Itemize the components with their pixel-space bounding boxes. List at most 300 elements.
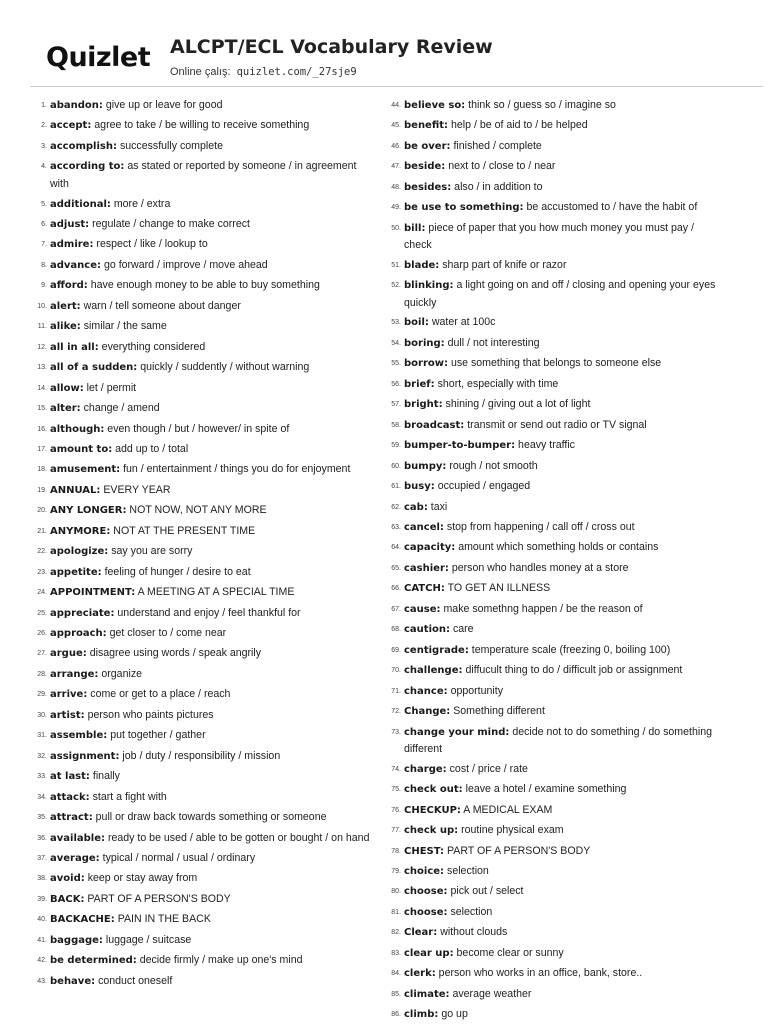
entry-term: BACKACHE: [50, 914, 115, 926]
entry-number: 75. [391, 786, 401, 794]
entry-term: bumper-to-bumper: [404, 440, 516, 452]
entry-definition: as stated or reported by someone / in agreement with [50, 160, 357, 191]
entry-term: adjust: [50, 218, 90, 230]
entry-definition: decide firmly / make up one's mind [139, 954, 303, 967]
entry-number: 68. [391, 626, 401, 634]
entry-number: 85. [391, 990, 401, 998]
vocab-entry [384, 965, 724, 983]
entry-definition: organize [101, 667, 143, 680]
entry-number: 82. [391, 929, 401, 937]
entry-definition: warn / tell someone about danger [83, 299, 241, 312]
entry-definition: successfully complete [119, 139, 223, 152]
entry-term: average: [50, 853, 100, 865]
entry-term: be determined: [50, 955, 137, 967]
entry-number: 59. [391, 442, 401, 450]
entry-definition: go forward / improve / move ahead [103, 258, 268, 271]
entry-term: appreciate: [50, 607, 115, 619]
entry-number: 14. [37, 384, 47, 392]
entry-number: 23. [37, 568, 47, 576]
vocab-entry [384, 843, 724, 861]
entry-term: all in all: [50, 341, 99, 353]
study-online-link[interactable]: quizlet.com/_27sje9 [236, 66, 357, 78]
entry-definition: come or get to a place / reach [90, 688, 231, 701]
entry-number: 54. [391, 339, 401, 347]
entry-number: 17. [37, 445, 47, 453]
vocabulary-column-left [30, 97, 378, 993]
entry-definition: care [452, 623, 474, 636]
entry-term: APPOINTMENT: [50, 587, 136, 599]
entry-definition: water at 100c [431, 316, 496, 329]
vocab-entry [30, 158, 378, 192]
entry-definition: become clear or sunny [456, 946, 564, 959]
vocab-entry [384, 539, 724, 557]
entry-definition: PART OF A PERSON'S BODY [446, 844, 591, 857]
entry-definition: piece of paper that you how much money you must pay / check [404, 221, 694, 252]
vocab-entry [30, 605, 378, 623]
entry-definition: without clouds [440, 926, 508, 939]
entry-definition: more / extra [113, 197, 171, 210]
vocab-entry [30, 339, 378, 357]
page-title: ALCPT/ECL Vocabulary Review [170, 36, 493, 58]
vocab-entry [384, 724, 724, 758]
entry-term: be use to something: [404, 202, 524, 214]
entry-number: 21. [37, 527, 47, 535]
entry-number: 25. [37, 609, 47, 617]
entry-term: boring: [404, 337, 445, 349]
vocab-entry [384, 335, 724, 353]
entry-term: cause: [404, 603, 441, 615]
vocab-entry [384, 499, 724, 517]
entry-number: 47. [391, 163, 401, 171]
entry-definition: fun / entertainment / things you do for enjoyment [123, 463, 351, 476]
entry-term: choice: [404, 865, 445, 877]
vocab-entry [384, 662, 724, 680]
entry-definition: amount which something holds or contains [458, 541, 659, 554]
vocab-entry [30, 911, 378, 929]
entry-definition: decide not to do something / do something different [404, 725, 712, 756]
entry-number: 12. [37, 343, 47, 351]
entry-number: 64. [391, 544, 401, 552]
entry-number: 22. [37, 548, 47, 556]
entry-definition: routine physical exam [461, 824, 564, 837]
vocab-entry [30, 809, 378, 827]
entry-number: 37. [37, 855, 47, 863]
entry-term: cashier: [404, 562, 449, 574]
entry-definition: add up to / total [115, 442, 189, 455]
entry-term: apologize: [50, 546, 109, 558]
vocab-entry [384, 519, 724, 537]
entry-definition: A MEETING AT A SPECIAL TIME [137, 586, 295, 599]
header-divider [30, 86, 763, 87]
entry-term: choose: [404, 886, 448, 898]
entry-term: argue: [50, 648, 87, 660]
entry-number: 40. [37, 916, 47, 924]
entry-definition: A MEDICAL EXAM [463, 803, 553, 816]
entry-number: 4. [41, 163, 47, 171]
entry-number: 30. [37, 711, 47, 719]
vocab-entry [30, 584, 378, 602]
vocab-entry [384, 458, 724, 476]
entry-definition: conduct oneself [98, 974, 173, 987]
vocab-entry [384, 703, 724, 721]
study-online-label: Online çalış: [170, 66, 231, 78]
vocab-entry [30, 97, 378, 115]
entry-number: 36. [37, 834, 47, 842]
vocab-entry [30, 830, 378, 848]
entry-term: baggage: [50, 934, 103, 946]
vocab-entry [30, 117, 378, 135]
entry-definition: finished / complete [453, 139, 542, 152]
vocab-entry [30, 768, 378, 786]
entry-term: caution: [404, 624, 450, 636]
vocab-entry [30, 727, 378, 745]
vocab-entry [384, 761, 724, 779]
entry-definition: pick out / select [450, 885, 524, 898]
entry-term: change your mind: [404, 726, 510, 738]
vocab-entry [384, 1006, 724, 1024]
entry-definition: even though / but / however/ in spite of [107, 422, 290, 435]
entry-number: 52. [391, 282, 401, 290]
vocab-entry [30, 625, 378, 643]
entry-definition: understand and enjoy / feel thankful for [117, 606, 301, 619]
entry-term: arrange: [50, 668, 99, 680]
vocab-entry [30, 461, 378, 479]
entry-number: 63. [391, 524, 401, 532]
entry-definition: person who paints pictures [87, 708, 214, 721]
entry-number: 46. [391, 142, 401, 150]
vocab-entry [30, 932, 378, 950]
entry-number: 53. [391, 319, 401, 327]
entry-number: 74. [391, 765, 401, 773]
vocab-entry [384, 417, 724, 435]
entry-term: climate: [404, 988, 450, 1000]
entry-number: 26. [37, 630, 47, 638]
entry-definition: person who handles money at a store [451, 561, 629, 574]
entry-definition: Something different [453, 705, 545, 718]
entry-term: Clear: [404, 927, 438, 939]
entry-number: 84. [391, 970, 401, 978]
vocab-entry [384, 117, 724, 135]
entry-number: 77. [391, 827, 401, 835]
entry-number: 76. [391, 806, 401, 814]
vocab-entry [384, 904, 724, 922]
entry-number: 24. [37, 589, 47, 597]
vocab-entry [384, 478, 724, 496]
entry-number: 43. [37, 977, 47, 985]
entry-term: all of a sudden: [50, 362, 138, 374]
vocab-entry [30, 870, 378, 888]
entry-number: 15. [37, 405, 47, 413]
entry-definition: start a fight with [92, 790, 167, 803]
vocab-entry [384, 355, 724, 373]
entry-number: 62. [391, 503, 401, 511]
vocab-entry [30, 318, 378, 336]
entry-definition: heavy traffic [518, 439, 575, 452]
entry-number: 60. [391, 462, 401, 470]
entry-number: 86. [391, 1011, 401, 1019]
entry-term: climb: [404, 1009, 439, 1021]
entry-term: behave: [50, 975, 96, 987]
entry-term: beside: [404, 161, 446, 173]
entry-number: 80. [391, 888, 401, 896]
entry-definition: selection [447, 864, 489, 877]
entry-term: additional: [50, 198, 111, 210]
entry-definition: PAIN IN THE BACK [117, 913, 211, 926]
entry-term: abandon: [50, 100, 103, 111]
entry-term: attack: [50, 791, 90, 803]
entry-definition: agree to take / be willing to receive something [94, 119, 310, 132]
vocab-entry [384, 277, 724, 311]
vocab-entry [384, 802, 724, 820]
entry-definition: cost / price / rate [449, 762, 528, 775]
entry-number: 83. [391, 949, 401, 957]
entry-number: 61. [391, 483, 401, 491]
vocab-entry [30, 359, 378, 377]
entry-definition: leave a hotel / examine something [465, 783, 627, 796]
entry-number: 6. [41, 220, 47, 228]
entry-term: amount to: [50, 443, 113, 455]
entry-term: ANNUAL: [50, 484, 101, 496]
study-online-line [170, 66, 357, 78]
vocab-entry [30, 441, 378, 459]
vocab-entry [30, 891, 378, 909]
entry-definition: average weather [452, 987, 532, 1000]
entry-definition: respect / like / lookup to [96, 238, 208, 251]
entry-definition: typical / normal / usual / ordinary [102, 852, 256, 865]
entry-definition: temperature scale (freezing 0, boiling 100) [471, 643, 671, 656]
entry-definition: ready to be used / able to be gotten or bought / on hand [107, 831, 370, 844]
vocab-entry [384, 883, 724, 901]
entry-definition: let / permit [86, 381, 137, 394]
entry-number: 45. [391, 122, 401, 130]
entry-number: 49. [391, 204, 401, 212]
entry-term: amusement: [50, 464, 121, 476]
entry-term: choose: [404, 906, 448, 918]
entry-definition: everything considered [101, 340, 206, 353]
entry-definition: next to / close to / near [448, 160, 556, 173]
entry-number: 20. [37, 507, 47, 515]
entry-term: be over: [404, 140, 451, 152]
entry-number: 28. [37, 670, 47, 678]
entry-number: 16. [37, 425, 47, 433]
entry-number: 10. [37, 302, 47, 310]
entry-term: blinking: [404, 280, 454, 292]
entry-definition: rough / not smooth [449, 459, 538, 472]
vocab-entry [384, 601, 724, 619]
entry-number: 67. [391, 605, 401, 613]
entry-definition: job / duty / responsibility / mission [122, 749, 281, 762]
entry-term: benefit: [404, 120, 449, 132]
entry-definition: get closer to / come near [109, 627, 227, 640]
entry-definition: help / be of aid to / be helped [451, 119, 588, 132]
vocab-entry [30, 298, 378, 316]
entry-number: 72. [391, 708, 401, 716]
entry-definition: feeling of hunger / desire to eat [104, 565, 251, 578]
entry-term: ANY LONGER: [50, 505, 127, 517]
entry-term: approach: [50, 628, 107, 640]
vocab-entry [30, 400, 378, 418]
entry-definition: similar / the same [83, 320, 167, 333]
entry-definition: NOT NOW, NOT ANY MORE [129, 504, 267, 517]
vocab-entry [30, 686, 378, 704]
vocab-entry [30, 257, 378, 275]
entry-number: 13. [37, 364, 47, 372]
entry-term: broadcast: [404, 419, 465, 431]
entry-number: 3. [41, 142, 47, 150]
entry-definition: keep or stay away from [87, 872, 198, 885]
entry-number: 50. [391, 224, 401, 232]
entry-term: according to: [50, 161, 125, 173]
vocab-entry [384, 642, 724, 660]
vocab-entry [30, 850, 378, 868]
vocab-entry [384, 396, 724, 414]
entry-number: 19. [37, 486, 47, 494]
entry-definition: regulate / change to make correct [92, 217, 250, 230]
entry-term: alike: [50, 321, 81, 333]
entry-term: CHECKUP: [404, 804, 461, 816]
entry-term: clear up: [404, 947, 454, 959]
entry-term: at last: [50, 771, 90, 783]
vocab-entry [384, 97, 724, 115]
entry-number: 51. [391, 261, 401, 269]
entry-term: chance: [404, 685, 448, 697]
entry-term: CHEST: [404, 845, 445, 857]
entry-number: 73. [391, 728, 401, 736]
entry-number: 5. [41, 200, 47, 208]
entry-definition: transmit or send out radio or TV signal [467, 418, 647, 431]
entry-definition: selection [450, 905, 493, 918]
entry-number: 66. [391, 585, 401, 593]
vocab-entry [384, 376, 724, 394]
entry-term: charge: [404, 763, 447, 775]
vocab-entry [30, 138, 378, 156]
entry-number: 34. [37, 793, 47, 801]
vocab-entry [384, 986, 724, 1004]
entry-definition: opportunity [450, 684, 503, 697]
entry-term: available: [50, 832, 105, 844]
vocab-entry [384, 580, 724, 598]
vocab-entry [384, 158, 724, 176]
vocab-entry [384, 781, 724, 799]
entry-number: 7. [41, 241, 47, 249]
entry-definition: a light going on and off / closing and opening your eyes quickly [404, 279, 716, 310]
entry-number: 27. [37, 650, 47, 658]
entry-term: believe so: [404, 100, 466, 111]
vocab-entry [30, 277, 378, 295]
entry-term: check up: [404, 825, 459, 837]
vocab-entry [30, 666, 378, 684]
vocabulary-column-right [384, 97, 724, 1027]
entry-term: avoid: [50, 873, 85, 885]
entry-definition: have enough money to be able to buy something [90, 279, 320, 292]
entry-definition: shining / giving out a lot of light [445, 398, 591, 411]
entry-definition: put together / gather [110, 729, 206, 742]
vocab-entry [30, 543, 378, 561]
entry-number: 33. [37, 773, 47, 781]
entry-definition: quickly / suddently / without warning [140, 361, 310, 374]
entry-definition: dull / not interesting [447, 336, 540, 349]
entry-number: 44. [391, 102, 401, 109]
entry-definition: stop from happening / call off / cross out [446, 521, 635, 534]
vocab-entry [384, 437, 724, 455]
entry-number: 2. [41, 122, 47, 130]
entry-definition: think so / guess so / imagine so [468, 99, 616, 111]
entry-term: ANYMORE: [50, 525, 111, 537]
entry-term: blade: [404, 259, 440, 271]
entry-number: 81. [391, 908, 401, 916]
entry-number: 70. [391, 667, 401, 675]
entry-term: busy: [404, 481, 435, 493]
vocab-entry [384, 179, 724, 197]
entry-number: 56. [391, 380, 401, 388]
entry-definition: luggage / suitcase [105, 933, 192, 946]
vocab-entry [384, 199, 724, 217]
entry-number: 39. [37, 895, 47, 903]
vocab-entry [384, 621, 724, 639]
vocab-entry [30, 789, 378, 807]
vocab-entry [30, 952, 378, 970]
entry-number: 35. [37, 814, 47, 822]
entry-term: brief: [404, 378, 435, 390]
entry-definition: NOT AT THE PRESENT TIME [113, 524, 256, 537]
vocab-entry [384, 220, 724, 254]
entry-term: clerk: [404, 968, 436, 980]
entry-definition: pull or draw back towards something or someone [95, 811, 327, 824]
entry-number: 71. [391, 687, 401, 695]
entry-term: arrive: [50, 689, 88, 701]
entry-definition: use something that belongs to someone else [450, 357, 662, 370]
entry-term: accomplish: [50, 140, 117, 152]
entry-number: 79. [391, 867, 401, 875]
entry-definition: diffucult thing to do / difficult job or assignment [465, 664, 683, 677]
entry-definition: PART OF A PERSON'S BODY [87, 892, 231, 905]
entry-definition: finally [92, 770, 120, 783]
entry-definition: be accustomed to / have the habit of [526, 201, 698, 214]
quizlet-logo[interactable]: Quizlet [46, 42, 151, 73]
entry-number: 57. [391, 401, 401, 409]
entry-number: 9. [41, 282, 47, 290]
entry-number: 29. [37, 691, 47, 699]
entry-term: appetite: [50, 566, 102, 578]
entry-term: admire: [50, 239, 94, 251]
entry-number: 65. [391, 564, 401, 572]
entry-term: alert: [50, 300, 81, 312]
entry-number: 55. [391, 360, 401, 368]
entry-definition: EVERY YEAR [103, 483, 171, 496]
entry-number: 78. [391, 847, 401, 855]
vocab-entry [384, 314, 724, 332]
entry-term: BACK: [50, 893, 85, 905]
entry-term: advance: [50, 259, 102, 271]
entry-number: 1. [41, 102, 47, 109]
entry-term: boil: [404, 317, 429, 329]
entry-definition: disagree using words / speak angrily [89, 647, 262, 660]
vocab-entry [384, 924, 724, 942]
entry-definition: taxi [430, 500, 448, 513]
entry-number: 38. [37, 875, 47, 883]
vocab-entry [30, 216, 378, 234]
entry-term: assignment: [50, 750, 120, 762]
vocab-entry [30, 707, 378, 725]
vocab-entry [384, 257, 724, 275]
entry-term: borrow: [404, 358, 448, 370]
entry-definition: occupied / engaged [437, 480, 531, 493]
vocab-entry [30, 236, 378, 254]
entry-number: 48. [391, 183, 401, 191]
entry-term: besides: [404, 181, 452, 193]
vocab-entry [384, 683, 724, 701]
entry-number: 41. [37, 936, 47, 944]
